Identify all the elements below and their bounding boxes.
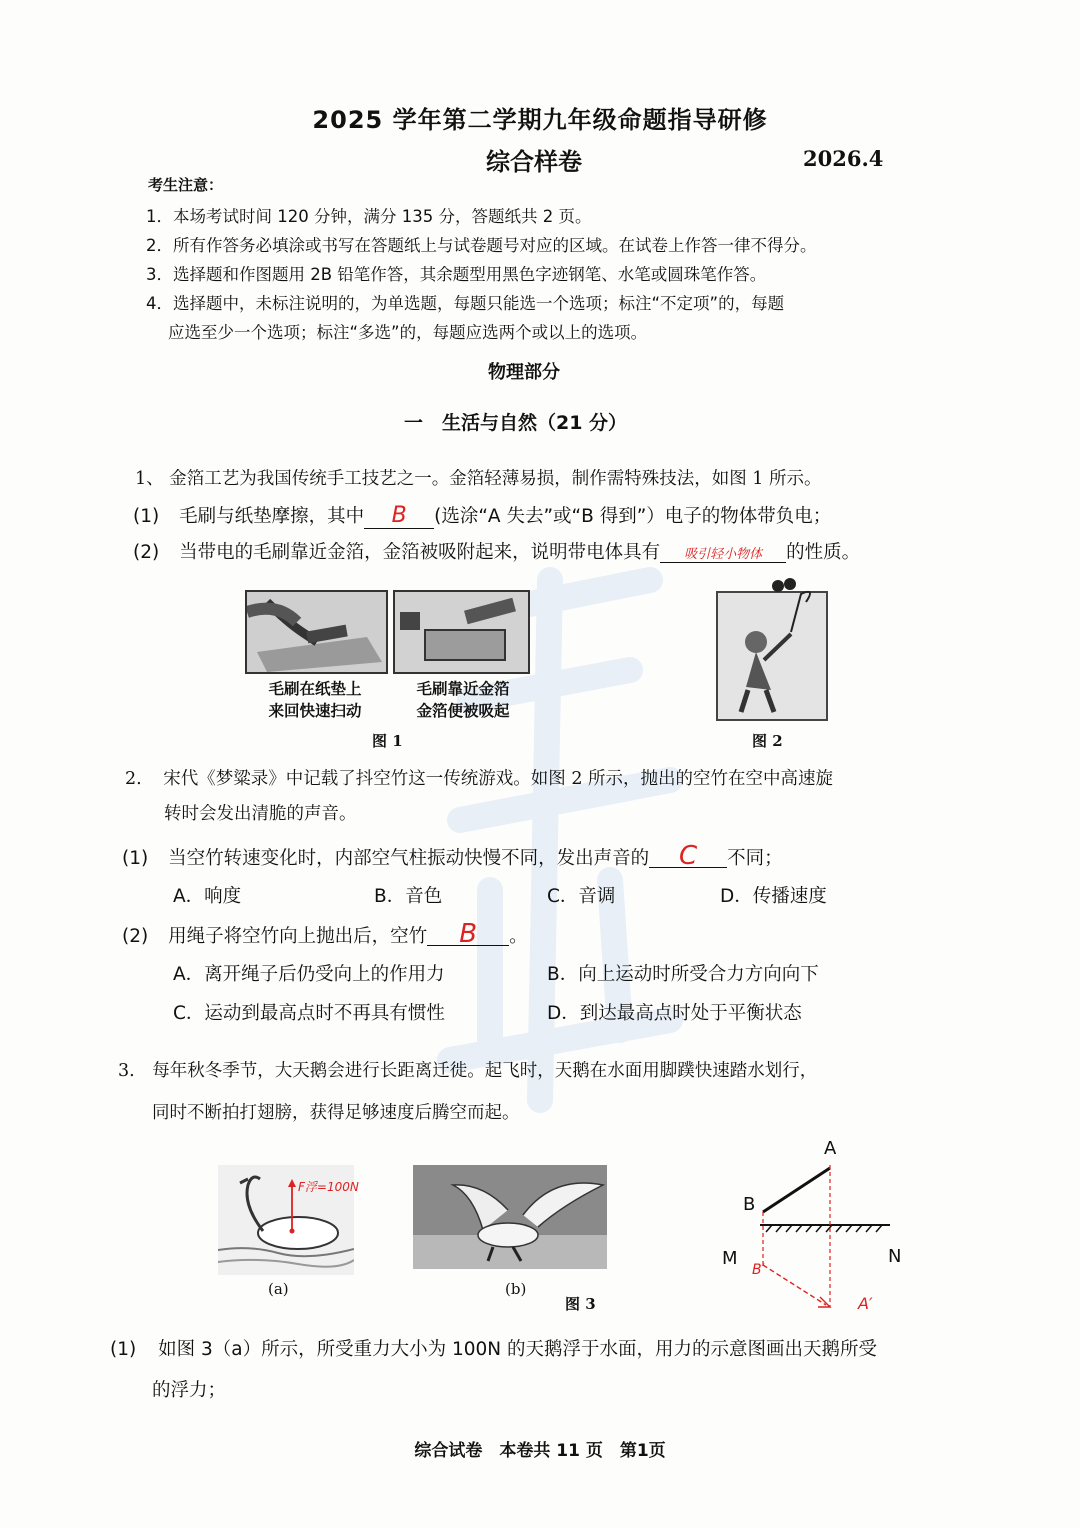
q1-stem-text: 金箔工艺为我国传统手工技艺之一。金箔轻薄易损，制作需特殊技法，如图 1 所示。 [169, 469, 822, 489]
q2-part1-option-d: D．传播速度 [720, 886, 827, 907]
exam-title: 2025 学年第二学期九年级命题指导研修 [312, 106, 768, 134]
buoyancy-force-annotation: F浮=100N [298, 1180, 359, 1194]
figure1-caption-right-line2: 金箔便被吸起 [416, 702, 510, 720]
q2-stem-text-1: 宋代《梦粱录》中记载了抖空竹这一传统游戏。如图 2 所示，抛出的空竹在空中高速旋 [163, 769, 834, 789]
notice-item: 2．所有作答务必填涂或书写在答题纸上与试卷题号对应的区域。在试卷上作答一律不得分。 [146, 236, 817, 255]
q1-part2-answer: 吸引轻小物体 [660, 543, 786, 563]
q2-part2-option-d: D．到达最高点时处于平衡状态 [547, 1003, 802, 1024]
q1-part1 [133, 502, 831, 529]
image-point-a-label: A′ [858, 1294, 873, 1313]
point-m-label: M [722, 1248, 738, 1269]
notice-item: 4．选择题中，未标注说明的，为单选题，每题只能选一个选项；标注“不定项”的，每题 [146, 294, 785, 313]
q3-part1 [110, 1335, 877, 1361]
exam-subtitle: 综合样卷 [486, 148, 582, 176]
figure1-caption-right-line1: 毛刷靠近金箔 [416, 680, 510, 698]
figure1-caption-left-line1: 毛刷在纸垫上 [268, 680, 362, 698]
figure1-caption-left [245, 678, 385, 722]
q2-part1-answer: C [649, 845, 727, 868]
figure3a-label: (a) [268, 1280, 289, 1298]
section-heading: 一 生活与自然（21 分） [404, 412, 628, 434]
q3-part1-line1: 如图 3（a）所示，所受重力大小为 100N 的天鹅浮于水面，用力的示意图画出天鹅所受 [158, 1339, 878, 1360]
q3-stem-text-1: 每年秋冬季节，大天鹅会进行长距离迁徙。起飞时，天鹅在水面用脚蹼快速踏水划行， [152, 1061, 818, 1081]
q2-part2-number: (2) [122, 926, 149, 947]
q1-part1-suffix: (选涂“A 失去”或“B 得到”）电子的物体带负电； [434, 506, 832, 527]
q2-number: 2. [125, 769, 142, 789]
q2-part1-option-c: C．音调 [547, 886, 616, 907]
exam-date: 2026.4 [803, 146, 884, 171]
q2-part1 [122, 841, 783, 871]
figure3b-photo [413, 1165, 607, 1269]
q2-part1-option-b: B．音色 [374, 886, 443, 907]
point-a-label: A [824, 1138, 837, 1159]
q2-part2-option-b: B．向上运动时所受合力方向向下 [547, 964, 819, 985]
notice-item: 1．本场考试时间 120 分钟，满分 135 分，答题纸共 2 页。 [146, 207, 592, 226]
brush-sweeping-illustration [247, 592, 386, 672]
q1-part2-prefix: 当带电的毛刷靠近金箔，金箔被吸附起来，说明带电体具有 [179, 542, 661, 563]
q3-stem-line1 [118, 1057, 817, 1082]
q1-part2-number: (2) [133, 542, 160, 563]
q2-part1-number: (1) [122, 848, 149, 869]
q2-stem-line1 [125, 765, 833, 790]
q3-stem-line2: 同时不断拍打翅膀，获得足够速度后腾空而起。 [152, 1103, 520, 1123]
figure2-label: 图 2 [752, 732, 783, 750]
q1-part1-answer: B [364, 503, 434, 529]
q3-part1-line2: 的浮力； [152, 1380, 227, 1401]
q2-part1-prefix: 当空竹转速变化时，内部空气柱振动快慢不同，发出声音的 [168, 848, 650, 869]
figure1-caption-right [393, 678, 533, 722]
part-heading: 物理部分 [488, 362, 560, 383]
q3-number: 3. [118, 1061, 135, 1081]
q2-part2-option-c: C．运动到最高点时不再具有惯性 [173, 1003, 445, 1024]
q2-stem-line2: 转时会发出清脆的声音。 [164, 804, 357, 824]
point-b-label: B [743, 1194, 756, 1215]
figure1-photo-right [393, 590, 530, 674]
page-footer: 综合试卷 本卷共 11 页 第1页 [414, 1441, 666, 1461]
q2-part1-suffix: 不同； [727, 848, 783, 869]
q1-stem [135, 465, 821, 490]
mirror-hatching [766, 1225, 882, 1232]
notice-heading: 考生注意： [148, 176, 224, 194]
figure1-photo-left [245, 590, 388, 674]
notice-item: 应选至少一个选项；标注“多选”的，每题应选两个或以上的选项。 [168, 323, 648, 342]
figure1-label: 图 1 [372, 732, 403, 750]
q2-part1-option-a: A．响度 [173, 886, 242, 907]
figure3b-label: (b) [505, 1280, 527, 1298]
figure2-photo [716, 572, 828, 722]
q1-part1-number: (1) [133, 506, 160, 527]
brush-lifting-gold-leaf-illustration [395, 592, 528, 672]
q2-part2 [122, 919, 528, 949]
figure1-caption-left-line2: 来回快速扫动 [268, 702, 362, 720]
plane-mirror-diagram [720, 1135, 920, 1325]
notice-item: 3．选择题和作图题用 2B 铅笔作答，其余题型用黑色字迹钢笔、水笔或圆珠笔作答。 [146, 265, 767, 284]
object-ab [763, 1168, 830, 1212]
swan-taking-off-illustration [413, 1165, 607, 1269]
point-n-label: N [888, 1246, 902, 1267]
figure3-label: 图 3 [565, 1295, 596, 1313]
q1-number: 1、 [135, 469, 164, 489]
q2-part2-answer: B [427, 923, 509, 946]
q2-part2-prefix: 用绳子将空竹向上抛出后，空竹 [168, 926, 428, 947]
q2-part2-option-a: A．离开绳子后仍受向上的作用力 [173, 964, 445, 985]
q3-part1-number: (1) [110, 1339, 137, 1360]
image-point-b-label: B′ [752, 1262, 765, 1278]
image-ab [763, 1265, 826, 1305]
q1-part2-suffix: 的性质。 [786, 542, 861, 563]
q1-part2 [133, 538, 860, 564]
q1-part1-prefix: 毛刷与纸垫摩擦，其中 [179, 506, 365, 527]
diabolo-player-illustration [716, 572, 828, 722]
q2-part2-suffix: 。 [509, 926, 528, 947]
